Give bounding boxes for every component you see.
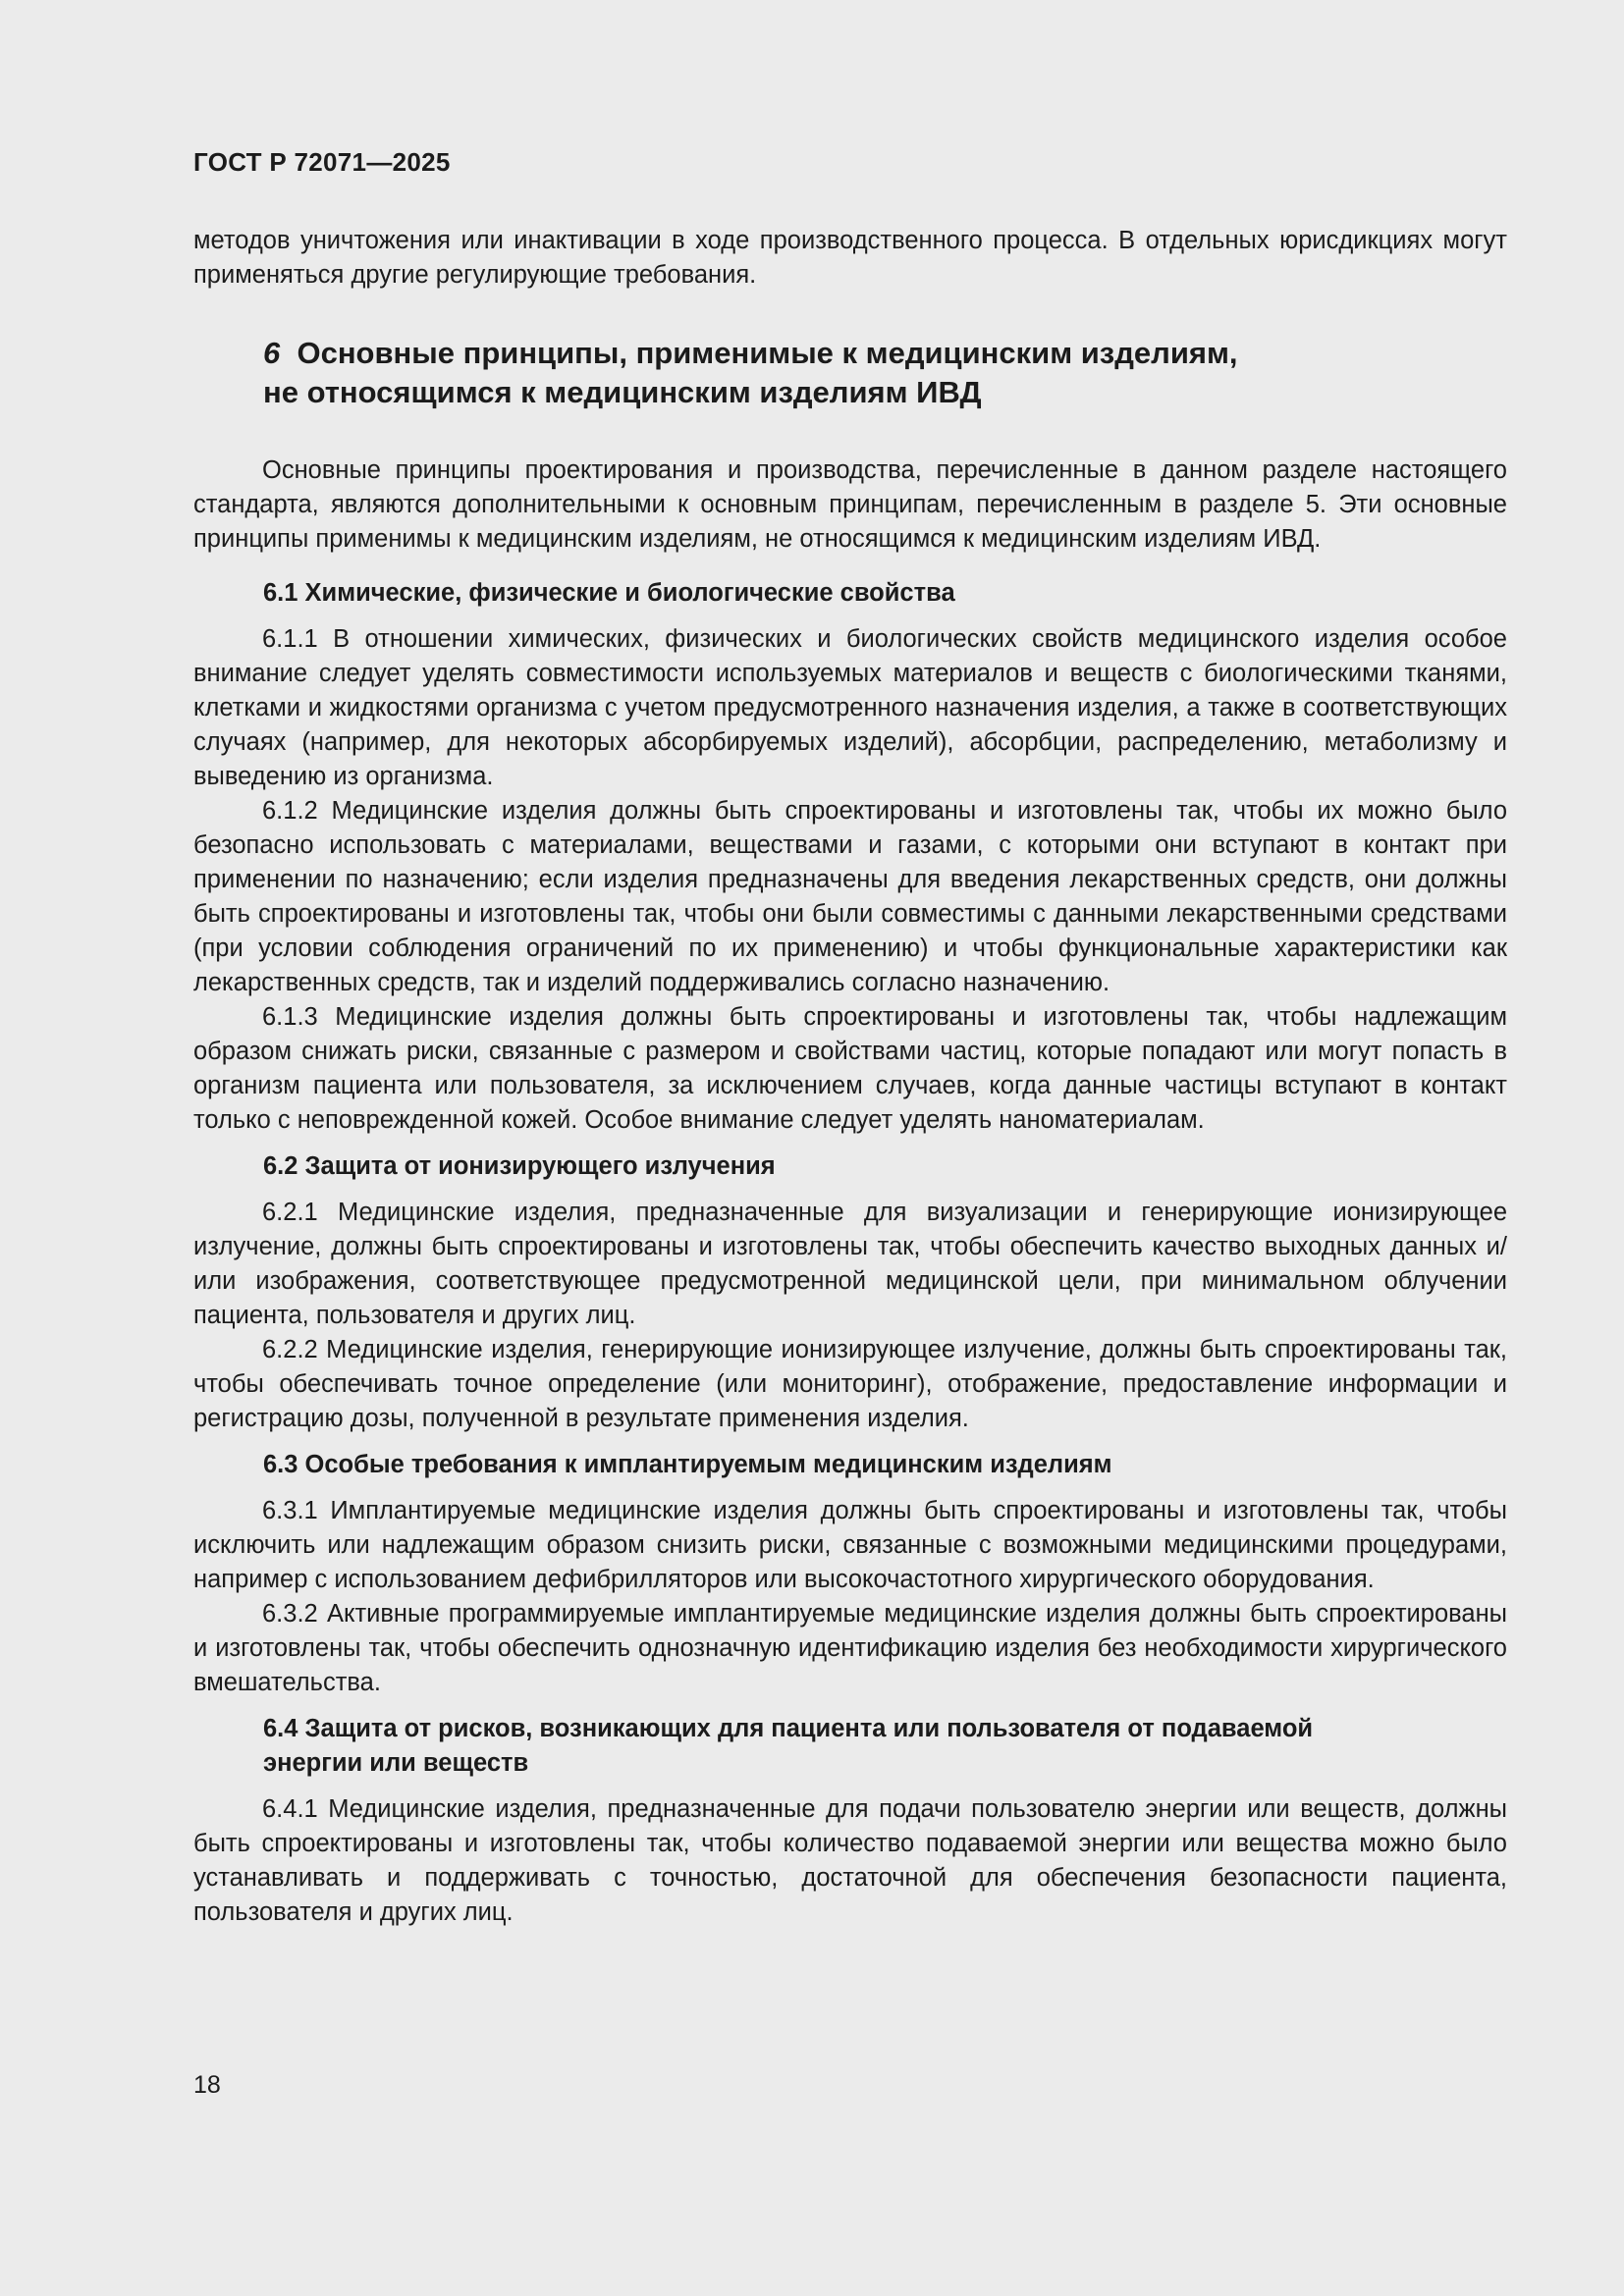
- lead-text: методов уничтожения или инактивации в ходе производственного процесса. В отдельных юрисдикциях могут применяться другие регулирующие требования.: [193, 227, 1507, 289]
- clause-6-1-1: 6.1.1 В отношении химических, физических и биологических свойств медицинского изделия особое внимание следует уделять совместимости используемых материалов и веществ с биологическими тканями, клетками и жидкостями организма с учетом предусмотренного назначения изделия, а также в соответствующих случаях (например, для некоторых абсорбируемых изделий), абсорбции, распределению, метаболизму и выведению из организма.: [193, 625, 1507, 790]
- subsection-heading-6-1: 6.1 Химические, физические и биологические свойства: [263, 579, 955, 607]
- section-title-line1: Основные принципы, применимые к медицинским изделиям,: [297, 336, 1238, 370]
- page-number: 18: [193, 2071, 221, 2099]
- section-body: [193, 454, 1507, 1930]
- subsection-heading-6-4-line1: 6.4 Защита от рисков, возникающих для пациента или пользователя от подаваемой: [263, 1715, 1314, 1742]
- clause-6-1-2: 6.1.2 Медицинские изделия должны быть спроектированы и изготовлены так, чтобы их можно было безопасно использовать с материалами, веществами и газами, с которыми они вступают в контакт при применении по назначению; если изделия предназначены для введения лекарственных средств, они должны быть спроектированы и изготовлены так, чтобы они были совместимы с данными лекарственными средствами (при условии соблюдения ограничений по их применению) и чтобы функциональные характеристики как лекарственных средств, так и изделий поддерживались согласно назначению.: [193, 797, 1507, 996]
- clause-6-4-1: 6.4.1 Медицинские изделия, предназначенные для подачи пользователю энергии или веществ, должны быть спроектированы и изготовлены так, чтобы количество подаваемой энергии или вещества можно было устанавливать и поддерживать с точностью, достаточной для обеспечения безопасности пациента, пользователя и других лиц.: [193, 1795, 1507, 1926]
- document-header: ГОСТ Р 72071—2025: [193, 147, 451, 177]
- clause-6-1-3: 6.1.3 Медицинские изделия должны быть спроектированы и изготовлены так, чтобы надлежащим образом снижать риски, связанные с размером и свойствами частиц, которые попадают или могут попасть в организм пациента или пользователя, за исключением случаев, когда данные частицы вступают в контакт только с неповрежденной кожей. Особое внимание следует уделять наноматериалам.: [193, 1003, 1507, 1134]
- section-title: [263, 334, 1441, 412]
- subsection-heading-6-2: 6.2 Защита от ионизирующего излучения: [263, 1152, 776, 1180]
- section-number: 6: [263, 336, 281, 370]
- clause-6-2-1: 6.2.1 Медицинские изделия, предназначенные для визуализации и генерирующие ионизирующее излучение, должны быть спроектированы и изготовлены так, чтобы обеспечить качество выходных данных и/или изображения, соответствующее предусмотренной медицинской цели, при минимальном облучении пациента, пользователя и других лиц.: [193, 1199, 1507, 1329]
- clause-6-2-2: 6.2.2 Медицинские изделия, генерирующие ионизирующее излучение, должны быть спроектированы так, чтобы обеспечивать точное определение (или мониторинг), отображение, предоставление информации и регистрацию дозы, полученной в результате применения изделия.: [193, 1336, 1507, 1432]
- clause-6-3-2: 6.3.2 Активные программируемые имплантируемые медицинские изделия должны быть спроектированы и изготовлены так, чтобы обеспечить однозначную идентификацию изделия без необходимости хирургического вмешательства.: [193, 1600, 1507, 1696]
- section-intro: Основные принципы проектирования и производства, перечисленные в данном разделе настоящего стандарта, являются дополнительными к основным принципам, перечисленным в разделе 5. Эти основные принципы применимы к медицинским изделиям, не относящимся к медицинским изделиям ИВД.: [193, 456, 1507, 553]
- subsection-heading-6-3: 6.3 Особые требования к имплантируемым медицинским изделиям: [263, 1451, 1112, 1478]
- subsection-heading-6-4-line2: энергии или веществ: [263, 1749, 529, 1777]
- subsection-heading-6-4: [193, 1712, 1507, 1781]
- continuation-paragraph: [193, 224, 1507, 293]
- clause-6-3-1: 6.3.1 Имплантируемые медицинские изделия должны быть спроектированы и изготовлены так, чтобы исключить или надлежащим образом снизить риски, связанные с возможными медицинскими процедурами, например с использованием дефибрилляторов или высокочастотного хирургического оборудования.: [193, 1497, 1507, 1593]
- section-title-line2: не относящимся к медицинским изделиям ИВД: [263, 375, 982, 409]
